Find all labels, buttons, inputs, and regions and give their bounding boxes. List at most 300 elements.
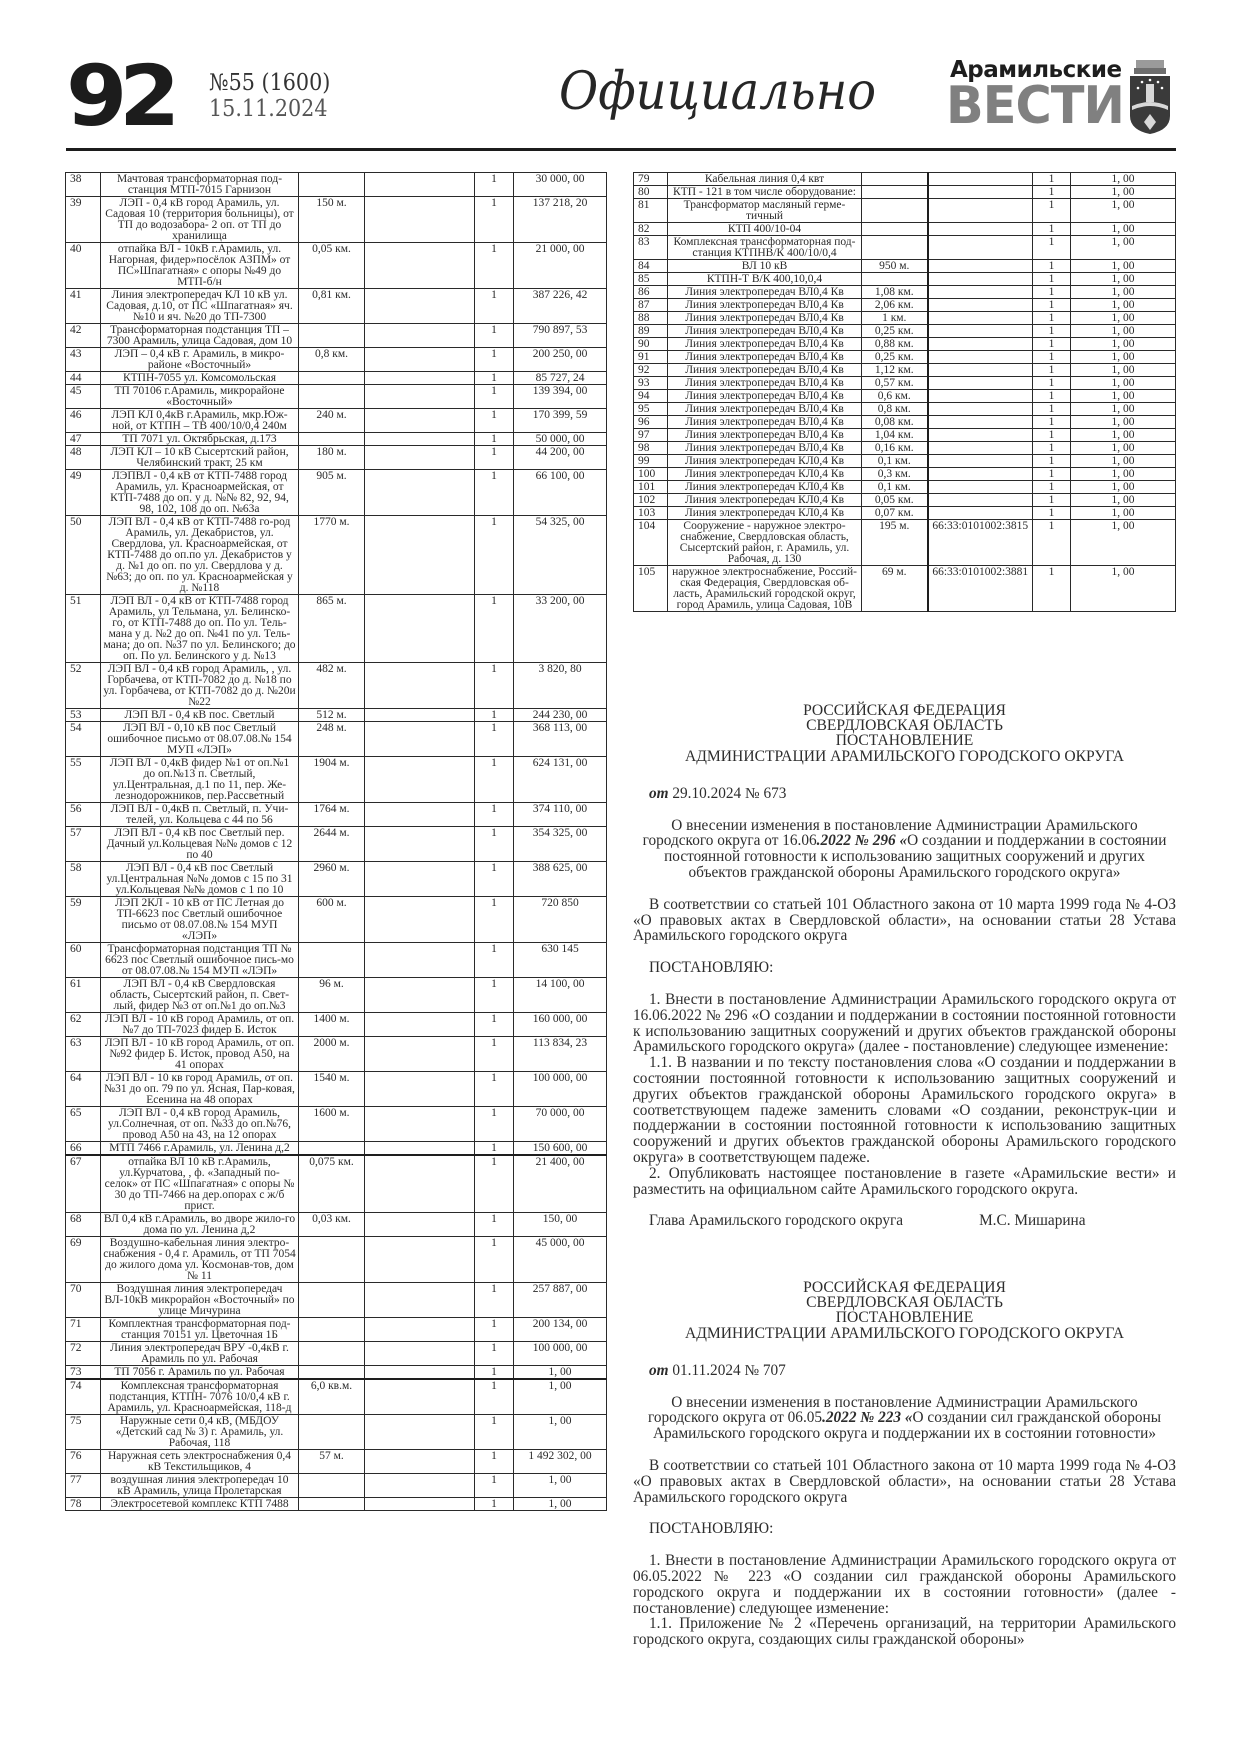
row-number: 55 [66, 757, 101, 803]
quantity: 1 [475, 722, 514, 757]
table-row [66, 372, 607, 385]
coat-of-arms-icon [1128, 58, 1172, 136]
quantity: 1 [475, 1155, 514, 1213]
quantity: 1 [475, 943, 514, 978]
object-name: Линия электропередач ВЛ0,4 Кв [668, 416, 862, 429]
object-name: КТПН-Т В/К 400,10,0,4 [668, 273, 862, 286]
cadastral-number [365, 348, 475, 372]
resolution-decree: ПОСТАНОВЛЯЮ: [649, 959, 774, 977]
cadastral-number [365, 1037, 475, 1072]
object-length [862, 273, 928, 286]
quantity: 1 [1033, 312, 1071, 325]
quantity: 1 [1033, 416, 1071, 429]
cadastral-number [928, 364, 1033, 377]
object-name: Кабельная линия 0,4 квт [668, 173, 862, 186]
quantity: 1 [475, 1213, 514, 1237]
object-length: 2000 м. [299, 1037, 365, 1072]
quantity: 1 [475, 1366, 514, 1380]
row-number: 48 [66, 446, 101, 470]
heading-line: РОССИЙСКАЯ ФЕДЕРАЦИЯ [803, 1279, 1006, 1296]
object-length: 865 м. [299, 595, 365, 663]
quantity: 1 [475, 709, 514, 722]
object-name: Сооружение - наружное электро-снабжение, Свердловская область, Сысертский район, г. Арамиль, ул. Рабочая, д. 130 [668, 520, 862, 566]
cadastral-number [365, 1366, 475, 1380]
logo-top-text: Арамильские [950, 57, 1122, 83]
cost-value: 790 897, 53 [514, 324, 607, 348]
cadastral-number [365, 1155, 475, 1213]
table-row [66, 803, 607, 827]
row-number: 93 [634, 377, 668, 390]
heading-line: ПОСТАНОВЛЕНИЕ [835, 1309, 974, 1327]
table-row [66, 862, 607, 897]
quantity: 1 [475, 1450, 514, 1474]
cadastral-number [928, 299, 1033, 312]
quantity: 1 [475, 409, 514, 433]
table-row [66, 1013, 607, 1037]
object-length [862, 236, 928, 260]
logo-bottom-text: ВЕСТИ [946, 76, 1124, 136]
object-name: ЛЭП ВЛ - 0,4 кВ город Арамиль, , ул. Горбачева, от КТП-7082 до д. №18 по ул. Горбачева, от КТП-7082 до д. №20и №22 [101, 663, 299, 709]
row-number: 59 [66, 897, 101, 943]
quantity: 1 [475, 173, 514, 197]
cadastral-number [365, 757, 475, 803]
quantity: 1 [1033, 236, 1071, 260]
cost-value: 1, 00 [1071, 494, 1176, 507]
cadastral-number [365, 595, 475, 663]
cost-value: 257 887, 00 [514, 1283, 607, 1318]
quantity: 1 [475, 433, 514, 446]
cost-value: 30 000, 00 [514, 173, 607, 197]
quantity: 1 [475, 385, 514, 409]
cost-value: 50 000, 00 [514, 433, 607, 446]
object-length [299, 1283, 365, 1318]
quantity: 1 [475, 1107, 514, 1142]
quantity: 1 [475, 1342, 514, 1366]
quantity: 1 [1033, 442, 1071, 455]
resolution-item-1: 1. Внести в постановление Администрации Арамильского городского округа от 16.06.2022 № 296 «О создании и поддержании в состоянии постоянной готовности к использованию защитных сооружений и других объектов гражданской обороны Арамильского городского округа» (далее - постановление) следующее изменение: [633, 990, 1176, 1056]
resolution-item-1-1: 1.1. Приложение № 2 «Перечень организаций, на территории Арамильского городского округа, создающих силы гражданской обороны» [633, 1615, 1176, 1649]
quantity: 1 [1033, 273, 1071, 286]
object-length: 0,25 км. [862, 325, 928, 338]
cost-value: 139 394, 00 [514, 385, 607, 409]
row-number: 81 [634, 199, 668, 223]
cost-value: 1 492 302, 00 [514, 1450, 607, 1474]
table-row [66, 722, 607, 757]
object-length: 0,25 км. [862, 351, 928, 364]
table-row [66, 1318, 607, 1342]
object-name: ЛЭП ВЛ - 0,4 кВ пос. Светлый [101, 709, 299, 722]
quantity: 1 [1033, 260, 1071, 273]
quantity: 1 [475, 978, 514, 1013]
quantity: 1 [475, 470, 514, 516]
quantity: 1 [475, 1283, 514, 1318]
quantity: 1 [1033, 507, 1071, 520]
cost-value: 14 100, 00 [514, 978, 607, 1013]
table-row [66, 1037, 607, 1072]
page-header [66, 40, 1176, 148]
cadastral-number [365, 1237, 475, 1283]
object-name: ЛЭП 2КЛ - 10 кВ от ПС Летная до ТП-6623 пос Светлый ошибочное письмо от 08.07.08.№ 154 МУП «ЛЭП» [101, 897, 299, 943]
cost-value: 1, 00 [1071, 390, 1176, 403]
table-row [66, 1379, 607, 1415]
row-number: 82 [634, 223, 668, 236]
object-name: Линия электропередач ВЛ0,4 Кв [668, 351, 862, 364]
object-name: Линия электропередач ВЛ0,4 Кв [668, 325, 862, 338]
cost-value: 1, 00 [1071, 312, 1176, 325]
resolution-heading [633, 1280, 1176, 1341]
object-name: Трансформатор масляный герме-тичный [668, 199, 862, 223]
object-name: Линия электропередач ВЛ0,4 Кв [668, 377, 862, 390]
cadastral-number [365, 516, 475, 595]
table-row [66, 1237, 607, 1283]
row-number: 71 [66, 1318, 101, 1342]
object-name: ЛЭП ВЛ - 10 кВ город Арамиль, от оп. №92 фидер Б. Исток, провод А50, на 41 опорах [101, 1037, 299, 1072]
row-number: 67 [66, 1155, 101, 1213]
row-number: 49 [66, 470, 101, 516]
row-number: 74 [66, 1379, 101, 1415]
object-name: Линия электропередач ВЛ0,4 Кв [668, 338, 862, 351]
resolution-item-1-1: 1.1. В названии и по тексту постановления слова «О создании и поддержании в состоянии постоянной готовности к использованию защитных сооружений и других объектов гражданской обороны Арамильского городского округа» в соответствующем падеже заменить словами «О создании, реконструк-ции и поддержании в состоянии постоянной готовности к использованию защитных сооружений и других объектов гражданской обороны Арамильского городского округа» в соответствующем падеже. [633, 1054, 1176, 1166]
table-row [66, 409, 607, 433]
quantity: 1 [1033, 325, 1071, 338]
cost-value: 1, 00 [1071, 566, 1176, 612]
title-bold: .2022 № 296 « [816, 832, 908, 850]
object-length: 2960 м. [299, 862, 365, 897]
quantity: 1 [1033, 494, 1071, 507]
object-name: отпайка ВЛ - 10кВ г.Арамиль, ул. Нагорная, фидер»посёлок АЗПМ» от ПС»Шпагатная» с опоры №49 до МТП-б/н [101, 243, 299, 289]
cost-value: 100 000, 00 [514, 1342, 607, 1366]
table-row [66, 1155, 607, 1213]
inventory-table-left-body [66, 173, 607, 1511]
object-name: Линия электропередач КЛ0,4 Кв [668, 507, 862, 520]
date-number: 29.10.2024 № 673 [668, 784, 787, 802]
object-length: 1,04 км. [862, 429, 928, 442]
cost-value: 1, 00 [1071, 223, 1176, 236]
cost-value: 374 110, 00 [514, 803, 607, 827]
table-row [66, 516, 607, 595]
table-row [66, 1498, 607, 1511]
cost-value: 1, 00 [1071, 442, 1176, 455]
cost-value: 54 325, 00 [514, 516, 607, 595]
cadastral-number [365, 1107, 475, 1142]
object-name: Комплектная трансформаторная под-станция 70151 ул. Цветочная 1Б [101, 1318, 299, 1342]
table-row [634, 429, 1176, 442]
row-number: 54 [66, 722, 101, 757]
object-length: 0,81 км. [299, 289, 365, 324]
table-row [66, 1450, 607, 1474]
quantity: 1 [1033, 566, 1071, 612]
quantity: 1 [475, 827, 514, 862]
object-name: Линия электропередач ВЛ0,4 Кв [668, 390, 862, 403]
table-row [634, 286, 1176, 299]
table-row [66, 709, 607, 722]
object-name: Комплексная трансформаторная подстанция, КТПН- 7076 10/0,4 кВ г. Арамиль, ул. Красноармейская, 118-д [101, 1379, 299, 1415]
cadastral-number [365, 1142, 475, 1156]
object-name: ВЛ 10 кВ [668, 260, 862, 273]
cadastral-number [928, 377, 1033, 390]
inventory-table-right [633, 172, 1176, 612]
cadastral-number [365, 409, 475, 433]
cadastral-number [928, 199, 1033, 223]
table-row [634, 186, 1176, 199]
table-row [634, 312, 1176, 325]
quantity: 1 [475, 1318, 514, 1342]
cadastral-number [928, 173, 1033, 186]
cost-value: 150 600, 00 [514, 1142, 607, 1156]
row-number: 89 [634, 325, 668, 338]
object-length: 0,8 км. [299, 348, 365, 372]
table-row [634, 455, 1176, 468]
quantity: 1 [1033, 377, 1071, 390]
table-row [66, 470, 607, 516]
object-length: 57 м. [299, 1450, 365, 1474]
row-number: 75 [66, 1415, 101, 1450]
cost-value: 1, 00 [1071, 260, 1176, 273]
object-length: 0,05 км. [862, 494, 928, 507]
cost-value: 354 325, 00 [514, 827, 607, 862]
cadastral-number [928, 468, 1033, 481]
cadastral-number [365, 197, 475, 243]
quantity: 1 [1033, 429, 1071, 442]
table-row [634, 481, 1176, 494]
row-number: 76 [66, 1450, 101, 1474]
row-number: 95 [634, 403, 668, 416]
table-row [634, 260, 1176, 273]
object-length [299, 943, 365, 978]
object-name: ЛЭП ВЛ - 0,4 кВ пос Светлый пер. Дачный ул.Кольцевая №№ домов с 12 по 40 [101, 827, 299, 862]
cadastral-number [928, 273, 1033, 286]
table-row [66, 433, 607, 446]
object-name: КТП - 121 в том числе оборудование: [668, 186, 862, 199]
table-row [66, 1283, 607, 1318]
heading-line: РОССИЙСКАЯ ФЕДЕРАЦИЯ [803, 702, 1006, 719]
cost-value: 1, 00 [514, 1415, 607, 1450]
heading-line: АДМИНИСТРАЦИИ АРАМИЛЬСКОГО ГОРОДСКОГО ОКРУГА [685, 1324, 1124, 1342]
object-length [299, 1142, 365, 1156]
quantity: 1 [475, 243, 514, 289]
cost-value: 624 131, 00 [514, 757, 607, 803]
object-length: 195 м. [862, 520, 928, 566]
cadastral-number [365, 1318, 475, 1342]
row-number: 40 [66, 243, 101, 289]
object-name: Линия электропередач КЛ0,4 Кв [668, 494, 862, 507]
quantity: 1 [1033, 403, 1071, 416]
object-length: 1,12 км. [862, 364, 928, 377]
object-length: 1 км. [862, 312, 928, 325]
cost-value: 85 727, 24 [514, 372, 607, 385]
object-length: 96 м. [299, 978, 365, 1013]
cost-value: 1, 00 [1071, 520, 1176, 566]
cost-value: 160 000, 00 [514, 1013, 607, 1037]
object-name: ТП 7056 г. Арамиль по ул. Рабочая [101, 1366, 299, 1380]
row-number: 63 [66, 1037, 101, 1072]
object-length: 0,08 км. [862, 416, 928, 429]
quantity: 1 [1033, 286, 1071, 299]
object-name: ЛЭП ВЛ - 0,4 кВ Свердловская область, Сысертский район, п. Свет-лый, фидер №3 от оп.№1 до оп.№3 [101, 978, 299, 1013]
object-length: 0,1 км. [862, 481, 928, 494]
object-length: 1,08 км. [862, 286, 928, 299]
table-row [66, 446, 607, 470]
cadastral-number [365, 722, 475, 757]
table-row [66, 1342, 607, 1366]
quantity: 1 [475, 348, 514, 372]
cost-value: 1, 00 [514, 1474, 607, 1498]
row-number: 62 [66, 1013, 101, 1037]
table-row [634, 566, 1176, 612]
row-number: 61 [66, 978, 101, 1013]
table-row [634, 338, 1176, 351]
quantity: 1 [1033, 351, 1071, 364]
cadastral-number [928, 236, 1033, 260]
quantity: 1 [1033, 338, 1071, 351]
cadastral-number [928, 429, 1033, 442]
cadastral-number [365, 978, 475, 1013]
cadastral-number [365, 1415, 475, 1450]
table-row [634, 377, 1176, 390]
object-length: 1904 м. [299, 757, 365, 803]
row-number: 99 [634, 455, 668, 468]
table-row [634, 442, 1176, 455]
cost-value: 1, 00 [1071, 325, 1176, 338]
cost-value: 200 250, 00 [514, 348, 607, 372]
resolution-basis: В соответствии со статьей 101 Областного закона от 10 марта 1999 года № 4-ОЗ «О правовых актах в Свердловской области», на основании статьи 28 Устава Арамильского городского округа [633, 895, 1176, 945]
cadastral-number [365, 862, 475, 897]
quantity: 1 [1033, 455, 1071, 468]
row-number: 88 [634, 312, 668, 325]
table-row [66, 1142, 607, 1156]
signature-role: Глава Арамильского городского округа [649, 1212, 904, 1230]
quantity: 1 [475, 372, 514, 385]
inventory-table-left [65, 172, 607, 1511]
cadastral-number [928, 338, 1033, 351]
quantity: 1 [475, 1415, 514, 1450]
cadastral-number [365, 803, 475, 827]
object-name: КТПН-7055 ул. Комсомольская [101, 372, 299, 385]
object-length [299, 324, 365, 348]
table-row [66, 663, 607, 709]
cost-value: 150, 00 [514, 1213, 607, 1237]
quantity: 1 [475, 1142, 514, 1156]
cost-value: 1, 00 [1071, 468, 1176, 481]
row-number: 66 [66, 1142, 101, 1156]
cadastral-number [365, 1379, 475, 1415]
object-name: ЛЭП ВЛ - 0,4кВ фидер №1 от оп.№1 до оп.№13 п. Светлый, ул.Центральная, д.1 по 11, пер. Же-лезнодорожников, пер.Рассветный [101, 757, 299, 803]
table-row [66, 289, 607, 324]
row-number: 77 [66, 1474, 101, 1498]
object-length: 0,88 км. [862, 338, 928, 351]
table-row [66, 1366, 607, 1380]
row-number: 94 [634, 390, 668, 403]
cadastral-number [365, 1498, 475, 1511]
table-row [634, 273, 1176, 286]
row-number: 91 [634, 351, 668, 364]
object-name: Электросетевой комплекс КТП 7488 [101, 1498, 299, 1511]
cost-value: 1, 00 [514, 1498, 607, 1511]
row-number: 42 [66, 324, 101, 348]
cost-value: 630 145 [514, 943, 607, 978]
date-prefix: от [649, 1361, 669, 1379]
row-number: 69 [66, 1237, 101, 1283]
table-row [634, 351, 1176, 364]
row-number: 80 [634, 186, 668, 199]
quantity: 1 [475, 897, 514, 943]
quantity: 1 [475, 446, 514, 470]
cost-value: 45 000, 00 [514, 1237, 607, 1283]
object-length: 0,57 км. [862, 377, 928, 390]
table-row [66, 197, 607, 243]
table-row [66, 324, 607, 348]
cost-value: 70 000, 00 [514, 1107, 607, 1142]
object-name: ЛЭП ВЛ - 0,4 кВ город Арамиль, ул.Солнечная, от оп. №33 до оп.№76, провод А50 на 43, на 12 опорах [101, 1107, 299, 1142]
object-length [299, 385, 365, 409]
object-length: 69 м. [862, 566, 928, 612]
cost-value: 244 230, 00 [514, 709, 607, 722]
table-row [634, 507, 1176, 520]
quantity: 1 [475, 289, 514, 324]
row-number: 92 [634, 364, 668, 377]
section-title: Официально [559, 62, 877, 122]
row-number: 45 [66, 385, 101, 409]
quantity: 1 [475, 663, 514, 709]
table-row [66, 1072, 607, 1107]
object-length [299, 1237, 365, 1283]
cost-value: 44 200, 00 [514, 446, 607, 470]
heading-line: ПОСТАНОВЛЕНИЕ [835, 732, 974, 750]
newspaper-logo [946, 57, 1124, 136]
cost-value: 1, 00 [1071, 416, 1176, 429]
issue-info [209, 70, 330, 122]
row-number: 50 [66, 516, 101, 595]
quantity: 1 [1033, 299, 1071, 312]
row-number: 53 [66, 709, 101, 722]
cadastral-number [365, 446, 475, 470]
issue-number: №55 (1600) [209, 70, 331, 96]
object-length: 6,0 кв.м. [299, 1379, 365, 1415]
object-name: Линия электропередач ВЛ0,4 Кв [668, 299, 862, 312]
row-number: 56 [66, 803, 101, 827]
row-number: 98 [634, 442, 668, 455]
object-name: Линия электропередач КЛ0,4 Кв [668, 481, 862, 494]
cadastral-number [365, 289, 475, 324]
cost-value: 1, 00 [1071, 403, 1176, 416]
object-length: 1770 м. [299, 516, 365, 595]
object-length [299, 173, 365, 197]
resolution-date-number [633, 1363, 1176, 1379]
cost-value: 1, 00 [1071, 173, 1176, 186]
quantity: 1 [475, 1072, 514, 1107]
table-row [66, 897, 607, 943]
row-number: 101 [634, 481, 668, 494]
cadastral-number [365, 709, 475, 722]
object-name: ЛЭП КЛ 0,4кВ г.Арамиль, мкр.Юж-ной, от КТПН – ТВ 400/10/0,4 240м [101, 409, 299, 433]
cadastral-number [365, 173, 475, 197]
quantity: 1 [475, 595, 514, 663]
object-name: Наружные сети 0,4 кВ, (МБДОУ «Детский сад № 3) г. Арамиль, ул. Рабочая, 118 [101, 1415, 299, 1450]
cadastral-number [928, 260, 1033, 273]
row-number: 52 [66, 663, 101, 709]
object-name: ЛЭП ВЛ - 0,4кВ п. Светлый, п. Учи-телей, ул. Кольцева с 44 по 56 [101, 803, 299, 827]
title-text: О создании сил гражданской обороны Арамильского городского округа и поддержании их в состоянии готовности» [652, 1409, 1161, 1443]
object-name: ЛЭП ВЛ - 0,4 кВ пос Светлый ул.Центральная №№ домов с 15 по 31 ул.Кольцевая №№ домов с 1 по 10 [101, 862, 299, 897]
object-length: 150 м. [299, 197, 365, 243]
table-row [634, 236, 1176, 260]
object-name: ЛЭПВЛ - 0,4 кВ от КТП-7488 город Арамиль, ул. Красноармейская, от КТП-7488 до оп. у д. №№ 82, 92, 94, 98, 102, 108 до оп. №63а [101, 470, 299, 516]
object-length: 240 м. [299, 409, 365, 433]
object-length [862, 223, 928, 236]
cost-value: 113 834, 23 [514, 1037, 607, 1072]
object-name: Линия электропередач ВЛ0,4 Кв [668, 442, 862, 455]
table-row [634, 494, 1176, 507]
